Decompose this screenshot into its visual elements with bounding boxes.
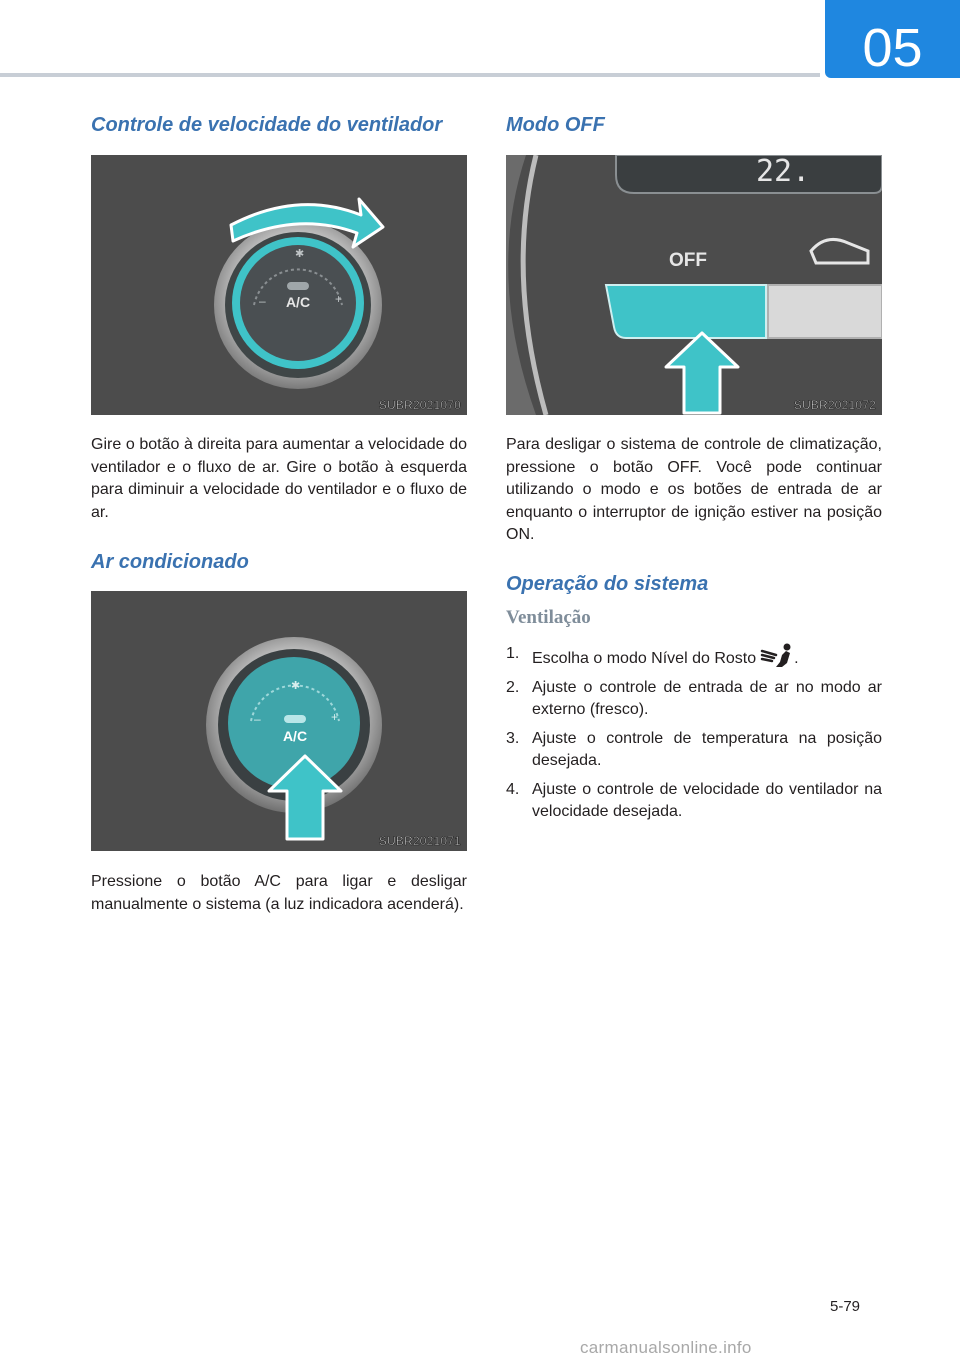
ac-text: Pressione o botão A/C para ligar e desligar manualmente o sistema (a luz indicadora acenderá). (91, 873, 467, 913)
face-level-icon (760, 643, 794, 669)
recirculation-button (768, 285, 882, 338)
recirculation-icon (811, 239, 868, 263)
step-number: 1. (506, 645, 520, 662)
knob-edge-highlight (523, 155, 546, 415)
watermark: carmanualsonline.info (580, 1338, 752, 1357)
minus-mark: – (254, 712, 261, 726)
chapter-tab: 05 (825, 0, 960, 78)
ac-knob-illustration (91, 591, 467, 851)
figure-code: SUBR2021072 (793, 398, 876, 412)
ac-heading: Ar condicionado (91, 551, 249, 573)
figure-code: SUBR2021070 (378, 398, 461, 412)
off-mode-figure (506, 155, 882, 415)
knob-ac-label: A/C (282, 728, 308, 744)
display-panel (616, 155, 882, 193)
ac-figure (91, 591, 467, 851)
plus-mark: + (335, 292, 343, 306)
off-button (606, 285, 766, 338)
step-text: Ajuste o controle de entrada de ar no modo ar externo (fresco). (532, 678, 882, 718)
plus-mark: + (331, 710, 339, 724)
knob-edge (506, 155, 536, 415)
step-number: 2. (506, 678, 520, 696)
step-text: Escolha o modo Nível do Rosto (532, 650, 757, 667)
step-item (506, 643, 882, 671)
step-number: 3. (506, 729, 520, 747)
step-number: 4. (506, 780, 520, 798)
step-text: Ajuste o controle de velocidade do ventilador na velocidade desejada. (532, 780, 882, 820)
fan-icon: ✱ (291, 679, 301, 692)
step-item (506, 779, 882, 824)
fan-icon: ✱ (295, 247, 305, 260)
off-label: OFF (669, 250, 707, 271)
step-text: Ajuste o controle de temperatura na posição desejada. (532, 729, 882, 769)
header-rule (0, 73, 820, 77)
fan-speed-figure (91, 155, 467, 415)
ac-indicator-light (287, 282, 309, 290)
fan-knob-illustration (91, 155, 467, 415)
ac-indicator-light (284, 715, 306, 723)
operation-heading: Operação do sistema (506, 573, 709, 595)
knob-ac-label: A/C (285, 294, 311, 310)
fan-speed-text: Gire o botão à direita para aumentar a velocidade do ventilador e o fluxo de ar. Gire o botão à esquerda para diminuir a velocidade do ventilador e o fluxo de ar. (91, 436, 467, 521)
minus-mark: – (259, 294, 266, 308)
press-arrow-icon (666, 333, 738, 413)
step-suffix: . (794, 650, 799, 667)
page-number: 5-79 (830, 1298, 861, 1315)
off-mode-heading: Modo OFF (506, 114, 605, 136)
off-button-illustration (506, 155, 882, 415)
ventilation-steps (506, 643, 882, 830)
figure-code: SUBR2021071 (378, 834, 461, 848)
step-item (506, 677, 882, 722)
display-digits: 22. (756, 155, 811, 189)
step-item (506, 728, 882, 773)
fan-speed-heading: Controle de velocidade do ventilador (91, 114, 443, 136)
ventilation-subheading: Ventilação (506, 607, 591, 628)
off-mode-text: Para desligar o sistema de controle de climatização, pressione o botão OFF. Você pode continuar utilizando o modo e os botões de entrada de ar enquanto o interruptor de ignição estiver na posição ON. (506, 436, 882, 543)
